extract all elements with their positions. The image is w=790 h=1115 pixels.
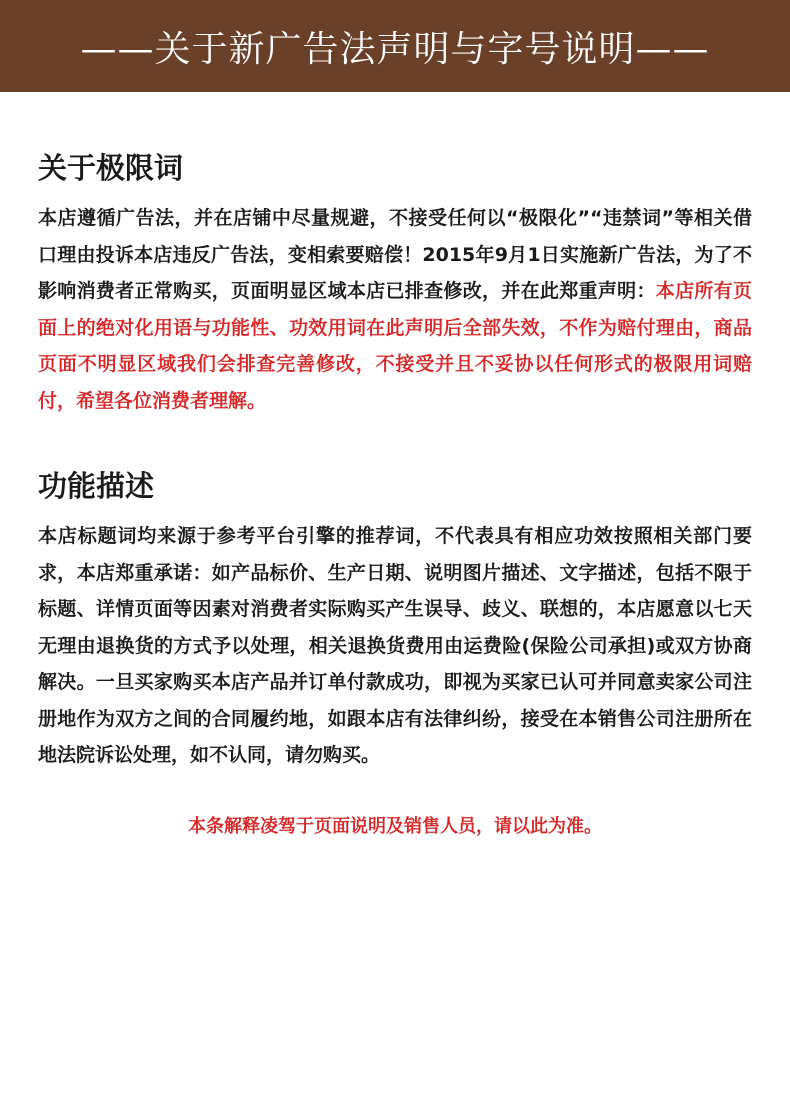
header-banner bbox=[0, 0, 790, 92]
footer-notice: 本条解释凌驾于页面说明及销售人员，请以此为准。 bbox=[188, 816, 602, 837]
section-heading-function-description: 功能描述 bbox=[38, 469, 155, 503]
extreme-words-red-statement: 本店所有页面上的绝对化用语与功能性、功效用词在此声明后全部失效，不作为赔付理由，商品页面不明显区域我们会排查完善修改，不接受并且不妥协以任何形式的极限用词赔付，希望各位消费者理解。 bbox=[38, 280, 752, 412]
section-heading-extreme-words: 关于极限词 bbox=[38, 151, 184, 185]
extreme-words-paragraph bbox=[38, 200, 752, 419]
page-title: ——关于新广告法声明与字号说明—— bbox=[80, 28, 710, 70]
extreme-words-text: 本店遵循广告法，并在店铺中尽量规避，不接受任何以“极限化”“违禁词”等相关借口理由投诉本店违反广告法，变相索要赔偿！2015年9月1日实施新广告法，为了不影响消费者正常购买，页面明显区域本店已排查修改，并在此郑重声明： bbox=[38, 207, 752, 302]
section-extreme-words bbox=[38, 148, 752, 419]
section-function-description bbox=[38, 466, 752, 774]
function-description-paragraph: 本店标题词均来源于参考平台引擎的推荐词，不代表具有相应功效按照相关部门要求，本店郑重承诺：如产品标价、生产日期、说明图片描述、文字描述，包括不限于标题、详情页面等因素对消费者实际购买产生误导、歧义、联想的，本店愿意以七天无理由退换货的方式予以处理，相关退换货费用由运费险(保险公司承担)或双方协商解决。一旦买家购买本店产品并订单付款成功，即视为买家已认可并同意卖家公司注册地作为双方之间的合同履约地，如跟本店有法律纠纷，接受在本销售公司注册所在地法院诉讼处理，如不认同，请勿购买。 bbox=[38, 525, 752, 766]
